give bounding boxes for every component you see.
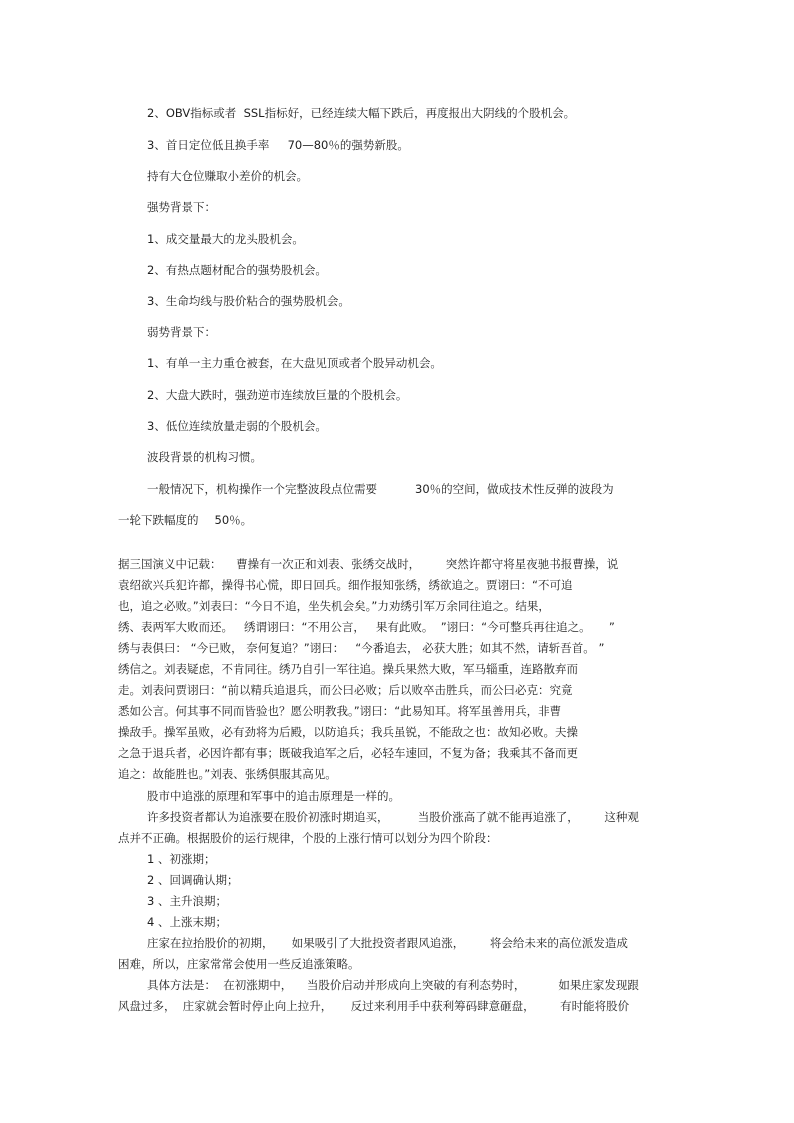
text-line: 许多投资者都认为追涨要在股价初涨时期追买， 当股价涨高了就不能再追涨了， 这种观	[147, 810, 639, 824]
text-line: 绣、表两军大败而还。 绣谓诩曰：“不用公言， 果有此败。 ”诩曰：“今可整兵再往追之。 ”	[118, 620, 615, 634]
text-line: 2、有热点题材配合的强势股机会。	[147, 263, 327, 277]
text-run: 一轮下跌幅度的	[118, 513, 199, 527]
text-line: 也，追之必败。”刘表曰：“今日不追，坐失机会矣。”力劝绣引军万余同往追之。结果，	[118, 599, 550, 613]
text-line: 3、生命均线与股价粘合的强势股机会。	[147, 294, 350, 308]
text-line: 操敌手。操军虽败，必有劲将为后殿，以防追兵；我兵虽锐，不能敌之也：故知必败。夫操	[118, 725, 578, 739]
text-line: 追之：故能胜也。”刘表、张绣俱服其高见。	[118, 767, 337, 781]
text-line: 2、大盘大跌时，强劲逆市连续放巨量的个股机会。	[147, 388, 408, 402]
text-line: 困难，所以，庄家常常会使用一些反追涨策略。	[118, 957, 360, 971]
text-line: 3、首日定位低且换手率 70—80％的强势新股。	[147, 138, 409, 152]
text-line: 1、有单一主力重仓被套，在大盘见顶或者个股异动机会。	[147, 356, 442, 370]
list-item: 4 、上涨末期；	[147, 915, 227, 929]
list-item: 3 、主升浪期；	[147, 894, 227, 908]
text-line: 具体方法是： 在初涨期中， 当股价启动并形成向上突破的有利态势时， 如果庄家发现跟	[147, 978, 639, 992]
text-line: 袁绍欲兴兵犯许都，操得书心慌，即日回兵。细作报知张绣，绣欲追之。贾诩曰：“不可追	[118, 578, 573, 592]
text-line: 2、OBV指标或者 SSL指标好，已经连续大幅下跌后，再度报出大阴线的个股机会。	[147, 106, 576, 120]
text-line: 之急于退兵者，必因许都有事；既破我追军之后，必轻车速回，不复为备；我乘其不备而更	[118, 746, 578, 760]
text-line: 持有大仓位赚取小差价的机会。	[147, 169, 308, 183]
text-line: 据三国演义中记载： 曹操有一次正和刘表、张绣交战时， 突然许都守将星夜驰书报曹操，说	[118, 557, 619, 571]
text-line: 庄家在拉抬股价的初期， 如果吸引了大批投资者跟风追涨， 将会给未来的高位派发造成	[147, 936, 628, 950]
text-line: 1、成交量最大的龙头股机会。	[147, 232, 304, 246]
text-line: 3、低位连续放量走弱的个股机会。	[147, 419, 327, 433]
section-heading: 弱势背景下：	[147, 325, 216, 339]
text-run: 一般情况下，机构操作一个完整波段点位需要	[147, 482, 377, 496]
section-heading: 强势背景下：	[147, 200, 216, 214]
text-line	[118, 513, 252, 527]
text-line: 悉如公言。何其事不同而皆验也？愿公明教我。”诩曰：“此易知耳。将军虽善用兵，非曹	[118, 704, 562, 718]
text-line: 绣与表俱曰： “今已败， 奈何复追？”诩曰： “今番追去， 必获大胜；如其不然，请斩吾首。 ”	[118, 641, 605, 655]
text-line: 点并不正确。根据股价的运行规律，个股的上涨行情可以划分为四个阶段：	[118, 831, 498, 845]
text-line: 股市中追涨的原理和军事中的追击原理是一样的。	[147, 789, 400, 803]
text-line: 风盘过多， 庄家就会暂时停止向上拉升， 反过来利用手中获利筹码肆意砸盘， 有时能将股价	[118, 999, 630, 1013]
section-heading: 波段背景的机构习惯。	[147, 450, 262, 464]
list-item: 1 、初涨期；	[147, 852, 216, 866]
text-line	[147, 482, 614, 496]
text-run: 50％。	[214, 513, 253, 527]
text-run: 30％的空间，做成技术性反弹的波段为	[415, 482, 614, 496]
list-item: 2 、回调确认期；	[147, 873, 239, 887]
text-line: 走。刘表问贾诩曰：“前以精兵追退兵，而公曰必败；后以败卒击胜兵，而公曰必克：究竟	[118, 683, 573, 697]
text-line: 绣信之。刘表疑虑，不肯同往。绣乃自引一军往追。操兵果然大败，军马辎重，连路散弃而	[118, 662, 578, 676]
